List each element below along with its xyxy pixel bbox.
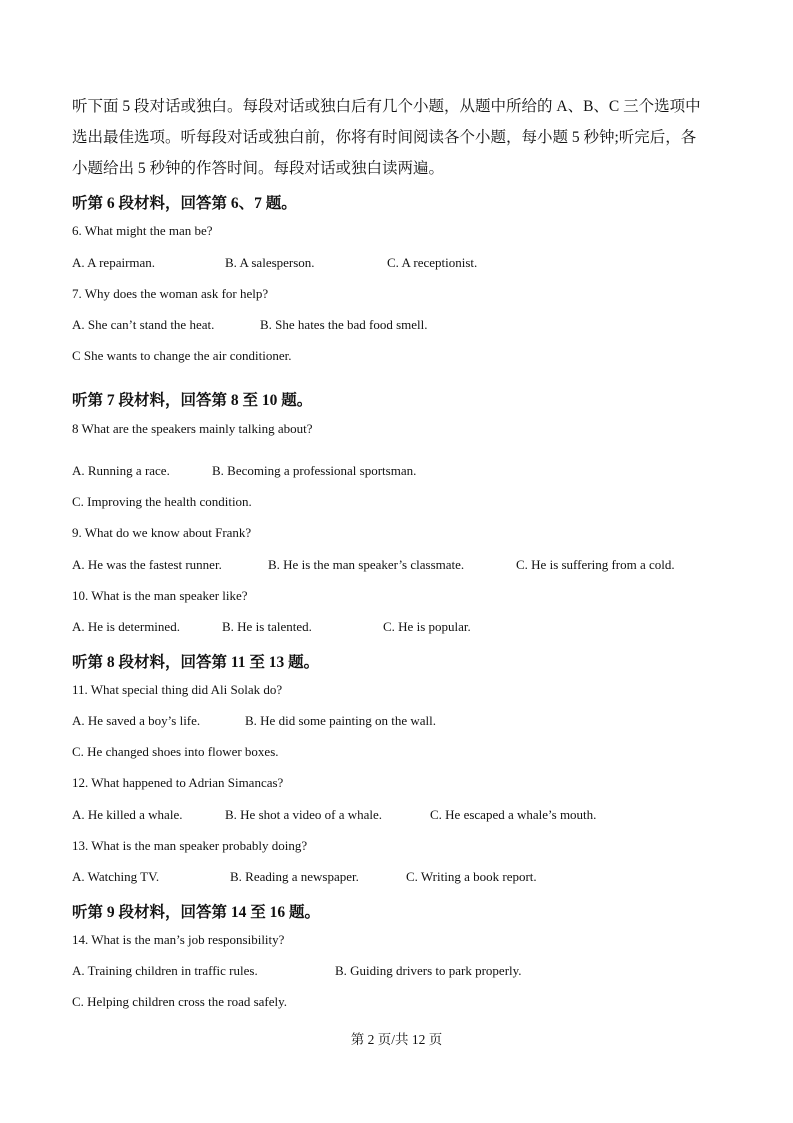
question-12-option-c: C. He escaped a whale’s mouth.: [430, 807, 597, 822]
question-10-stem: 10. What is the man speaker like?: [72, 588, 248, 603]
question-12-option-a: A. He killed a whale.: [72, 807, 183, 822]
question-12-option-b: B. He shot a video of a whale.: [225, 807, 383, 822]
question-6-option-b: B. A salesperson.: [225, 255, 315, 270]
section-heading-9: 听第 9 段材料，回答第 14 至 16 题。: [72, 904, 321, 921]
section-heading-6: 听第 6 段材料，回答第 6、7 题。: [72, 195, 297, 212]
question-14-option-a: A. Training children in traffic rules.: [72, 963, 258, 978]
question-14-option-b: B. Guiding drivers to park properly.: [335, 963, 522, 978]
question-13-stem: 13. What is the man speaker probably doing?: [72, 838, 308, 853]
question-10-option-b: B. He is talented.: [222, 619, 312, 634]
section-heading-8: 听第 8 段材料，回答第 11 至 13 题。: [72, 654, 320, 671]
question-8-stem: 8 What are the speakers mainly talking about?: [72, 421, 313, 436]
question-9-option-a: A. He was the fastest runner.: [72, 557, 222, 572]
question-10-option-c: C. He is popular.: [383, 619, 471, 634]
question-11-option-a: A. He saved a boy’s life.: [72, 713, 201, 728]
question-12-stem: 12. What happened to Adrian Simancas?: [72, 775, 284, 790]
question-6-option-a: A. A repairman.: [72, 255, 156, 270]
page-footer: 第 2 页/共 12 页: [350, 1032, 443, 1047]
question-14-option-c: C. Helping children cross the road safely.: [72, 994, 288, 1009]
question-10-option-a: A. He is determined.: [72, 619, 180, 634]
question-13-option-c: C. Writing a book report.: [406, 869, 537, 884]
intro-line-1: 听下面 5 段对话或独白。每段对话或独白后有几个小题，从题中所给的 A、B、C 三个选项中: [72, 98, 701, 115]
question-11-option-c: C. He changed shoes into flower boxes.: [72, 744, 279, 759]
question-13-option-a: A. Watching TV.: [72, 869, 160, 884]
question-11-option-b: B. He did some painting on the wall.: [245, 713, 437, 728]
question-7-option-c: C She wants to change the air conditioner.: [72, 348, 292, 363]
question-8-option-b: B. Becoming a professional sportsman.: [212, 463, 417, 478]
question-14-stem: 14. What is the man’s job responsibility?: [72, 932, 285, 947]
question-8-option-a: A. Running a race.: [72, 463, 170, 478]
question-8-option-c: C. Improving the health condition.: [72, 494, 252, 509]
question-7-stem: 7. Why does the woman ask for help?: [72, 286, 269, 301]
question-7-option-b: B. She hates the bad food smell.: [260, 317, 428, 332]
question-13-option-b: B. Reading a newspaper.: [230, 869, 359, 884]
question-9-stem: 9. What do we know about Frank?: [72, 525, 252, 540]
question-11-stem: 11. What special thing did Ali Solak do?: [72, 682, 283, 697]
question-9-option-c: C. He is suffering from a cold.: [516, 557, 675, 572]
intro-line-3: 小题给出 5 秒钟的作答时间。每段对话或独白读两遍。: [72, 160, 445, 177]
question-6-option-c: C. A receptionist.: [387, 255, 478, 270]
section-heading-7: 听第 7 段材料，回答第 8 至 10 题。: [72, 392, 313, 409]
intro-line-2: 选出最佳选项。听每段对话或独白前，你将有时间阅读各个小题，每小题 5 秒钟;听完后，各: [72, 129, 697, 146]
question-9-option-b: B. He is the man speaker’s classmate.: [268, 557, 465, 572]
question-6-stem: 6. What might the man be?: [72, 223, 213, 238]
question-7-option-a: A. She can’t stand the heat.: [72, 317, 215, 332]
